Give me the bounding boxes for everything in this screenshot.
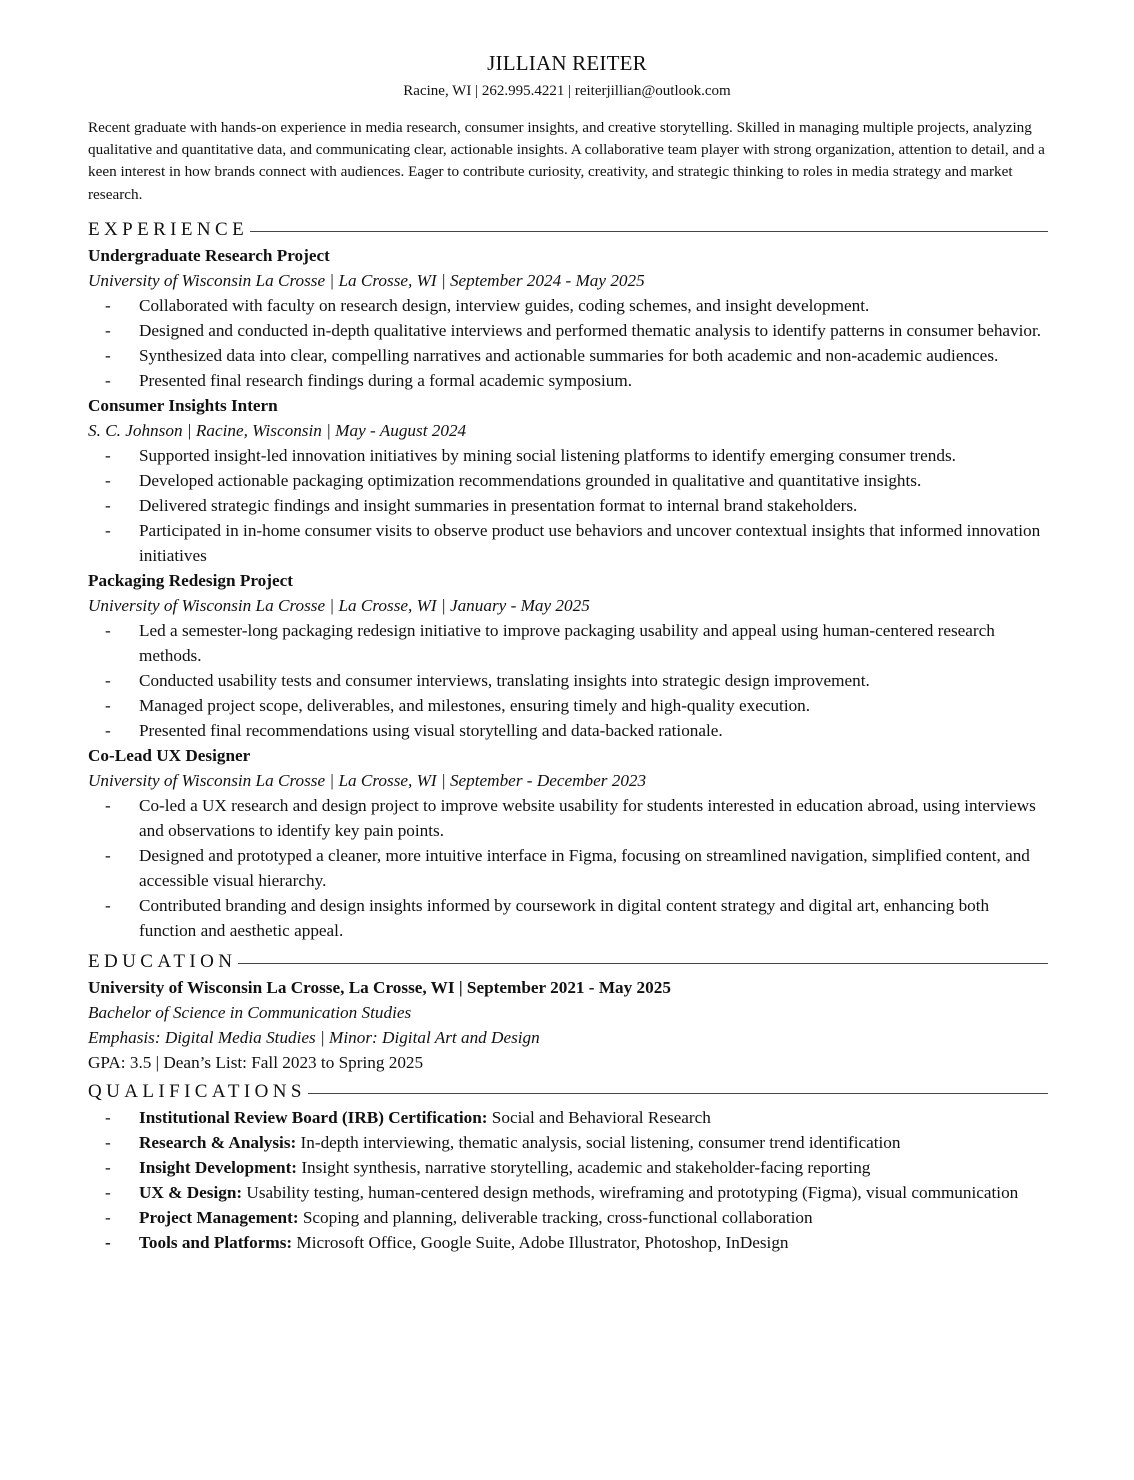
job-meta: S. C. Johnson | Racine, Wisconsin | May - August 2024: [88, 421, 467, 440]
dash-bullet: -: [105, 1208, 111, 1227]
job-title: Packaging Redesign Project: [88, 571, 293, 590]
qualification-text: In-depth interviewing, thematic analysis, social listening, consumer trend identification: [296, 1133, 901, 1152]
bullet-text: Co-led a UX research and design project to improve website usability for students interested in education abroad, using interviews and observations to identify key pain points.: [139, 796, 1036, 840]
section-divider: [250, 231, 1048, 232]
bullet-item: [88, 468, 1048, 493]
job-entry: [88, 568, 1048, 743]
qualification-label: Research & Analysis:: [139, 1133, 297, 1152]
job-entry: [88, 743, 1048, 943]
bullet-text: Supported insight-led innovation initiatives by mining social listening platforms to identify emerging consumer trends.: [139, 446, 956, 465]
dash-bullet: -: [105, 621, 111, 640]
bullet-text: Presented final recommendations using visual storytelling and data-backed rationale.: [139, 721, 723, 740]
contact-line: Racine, WI | 262.995.4221 | reiterjillian@outlook.com: [403, 83, 731, 99]
qualifications-heading: QUALIFICATIONS: [88, 1081, 306, 1102]
bullet-text: Delivered strategic findings and insight summaries in presentation format to internal brand stakeholders.: [139, 496, 858, 515]
dash-bullet: -: [105, 496, 111, 515]
qualification-text: Scoping and planning, deliverable tracking, cross-functional collaboration: [298, 1208, 813, 1227]
job-entry: [88, 393, 1048, 568]
qualification-label: Tools and Platforms:: [139, 1233, 293, 1252]
bullet-text: Contributed branding and design insights informed by coursework in digital content strategy and digital art, enhancing both function and aesthetic appeal.: [139, 896, 990, 940]
bullet-item: [88, 343, 1048, 368]
dash-bullet: -: [105, 471, 111, 490]
job-meta: University of Wisconsin La Crosse | La Crosse, WI | September 2024 - May 2025: [88, 271, 645, 290]
education-emphasis: Emphasis: Digital Media Studies | Minor: Digital Art and Design: [88, 1028, 540, 1047]
bullet-item: [88, 893, 1048, 943]
education-school: University of Wisconsin La Crosse, La Crosse, WI | September 2021 - May 2025: [88, 978, 671, 997]
bullet-text: Designed and conducted in-depth qualitative interviews and performed thematic analysis to identify patterns in consumer behavior.: [139, 321, 1042, 340]
bullet-text: Participated in in-home consumer visits to observe product use behaviors and uncover contextual insights that informed innovation initiatives: [139, 521, 1041, 565]
job-meta: University of Wisconsin La Crosse | La Crosse, WI | September - December 2023: [88, 771, 647, 790]
candidate-name: JILLIAN REITER: [487, 51, 647, 75]
resume-header: [0, 50, 1134, 101]
dash-bullet: -: [105, 321, 111, 340]
dash-bullet: -: [105, 446, 111, 465]
experience-section-header: [88, 217, 1048, 243]
bullet-text: Conducted usability tests and consumer interviews, translating insights into strategic design improvement.: [139, 671, 870, 690]
experience-heading: EXPERIENCE: [88, 219, 249, 240]
qualification-item: [88, 1130, 1048, 1155]
dash-bullet: -: [105, 721, 111, 740]
bullet-text: Presented final research findings during a formal academic symposium.: [139, 371, 633, 390]
education-heading: EDUCATION: [88, 951, 237, 972]
dash-bullet: -: [105, 346, 111, 365]
job-title: Co-Lead UX Designer: [88, 746, 251, 765]
dash-bullet: -: [105, 1158, 111, 1177]
bullet-text: Managed project scope, deliverables, and milestones, ensuring timely and high-quality execution.: [139, 696, 811, 715]
dash-bullet: -: [105, 846, 111, 865]
education-degree: Bachelor of Science in Communication Studies: [88, 1003, 412, 1022]
qualification-label: UX & Design:: [139, 1183, 243, 1202]
education-section-header: [88, 949, 1048, 975]
dash-bullet: -: [105, 521, 111, 540]
job-title: Undergraduate Research Project: [88, 246, 330, 265]
bullet-text: Developed actionable packaging optimization recommendations grounded in qualitative and quantitative insights.: [139, 471, 922, 490]
section-divider: [238, 963, 1048, 964]
dash-bullet: -: [105, 796, 111, 815]
dash-bullet: -: [105, 1108, 111, 1127]
bullet-item: [88, 443, 1048, 468]
qualification-label: Institutional Review Board (IRB) Certification:: [139, 1108, 488, 1127]
dash-bullet: -: [105, 296, 111, 315]
bullet-item: [88, 668, 1048, 693]
qualifications-section-header: [88, 1079, 1048, 1105]
professional-summary: Recent graduate with hands-on experience in media research, consumer insights, and creative storytelling. Skilled in managing multiple projects, analyzing qualitative and quantitative data, and communicating clear, actionable insights. A collaborative team player with strong organization, attention to detail, and a keen interest in how brands connect with audiences. Eager to contribute curiosity, creativity, and strategic thinking to roles in media strategy and market research.: [88, 119, 1045, 203]
bullet-item: [88, 293, 1048, 318]
job-entry: [88, 243, 1048, 393]
section-divider: [308, 1093, 1048, 1094]
bullet-item: [88, 793, 1048, 843]
dash-bullet: -: [105, 1183, 111, 1202]
qualification-item: [88, 1230, 1048, 1255]
qualifications-list: [88, 1105, 1048, 1255]
job-bullets: [88, 618, 1048, 743]
qualification-label: Insight Development:: [139, 1158, 298, 1177]
dash-bullet: -: [105, 371, 111, 390]
bullet-item: [88, 518, 1048, 568]
qualification-item: [88, 1180, 1048, 1205]
job-bullets: [88, 293, 1048, 393]
bullet-text: Collaborated with faculty on research design, interview guides, coding schemes, and insight development.: [139, 296, 870, 315]
qualification-item: [88, 1155, 1048, 1180]
bullet-text: Led a semester-long packaging redesign initiative to improve packaging usability and appeal using human-centered research methods.: [139, 621, 995, 665]
job-meta: University of Wisconsin La Crosse | La Crosse, WI | January - May 2025: [88, 596, 590, 615]
qualification-label: Project Management:: [139, 1208, 299, 1227]
bullet-text: Synthesized data into clear, compelling narratives and actionable summaries for both academic and non-academic audiences.: [139, 346, 999, 365]
dash-bullet: -: [105, 1233, 111, 1252]
resume-body: [88, 217, 1048, 1255]
dash-bullet: -: [105, 1133, 111, 1152]
qualification-item: [88, 1205, 1048, 1230]
dash-bullet: -: [105, 696, 111, 715]
education-gpa: GPA: 3.5 | Dean’s List: Fall 2023 to Spring 2025: [88, 1053, 424, 1072]
bullet-text: Designed and prototyped a cleaner, more intuitive interface in Figma, focusing on streamlined navigation, simplified content, and accessible visual hierarchy.: [139, 846, 1030, 890]
job-bullets: [88, 793, 1048, 943]
bullet-item: [88, 368, 1048, 393]
bullet-item: [88, 318, 1048, 343]
job-bullets: [88, 443, 1048, 568]
bullet-item: [88, 618, 1048, 668]
bullet-item: [88, 843, 1048, 893]
bullet-item: [88, 493, 1048, 518]
bullet-item: [88, 693, 1048, 718]
bullet-item: [88, 718, 1048, 743]
qualification-text: Microsoft Office, Google Suite, Adobe Illustrator, Photoshop, InDesign: [292, 1233, 789, 1252]
qualification-item: [88, 1105, 1048, 1130]
qualification-text: Insight synthesis, narrative storytelling, academic and stakeholder-facing reporting: [297, 1158, 871, 1177]
job-title: Consumer Insights Intern: [88, 396, 278, 415]
qualification-text: Usability testing, human-centered design methods, wireframing and prototyping (Figma), visual communication: [242, 1183, 1019, 1202]
dash-bullet: -: [105, 671, 111, 690]
dash-bullet: -: [105, 896, 111, 915]
qualification-text: Social and Behavioral Research: [487, 1108, 711, 1127]
